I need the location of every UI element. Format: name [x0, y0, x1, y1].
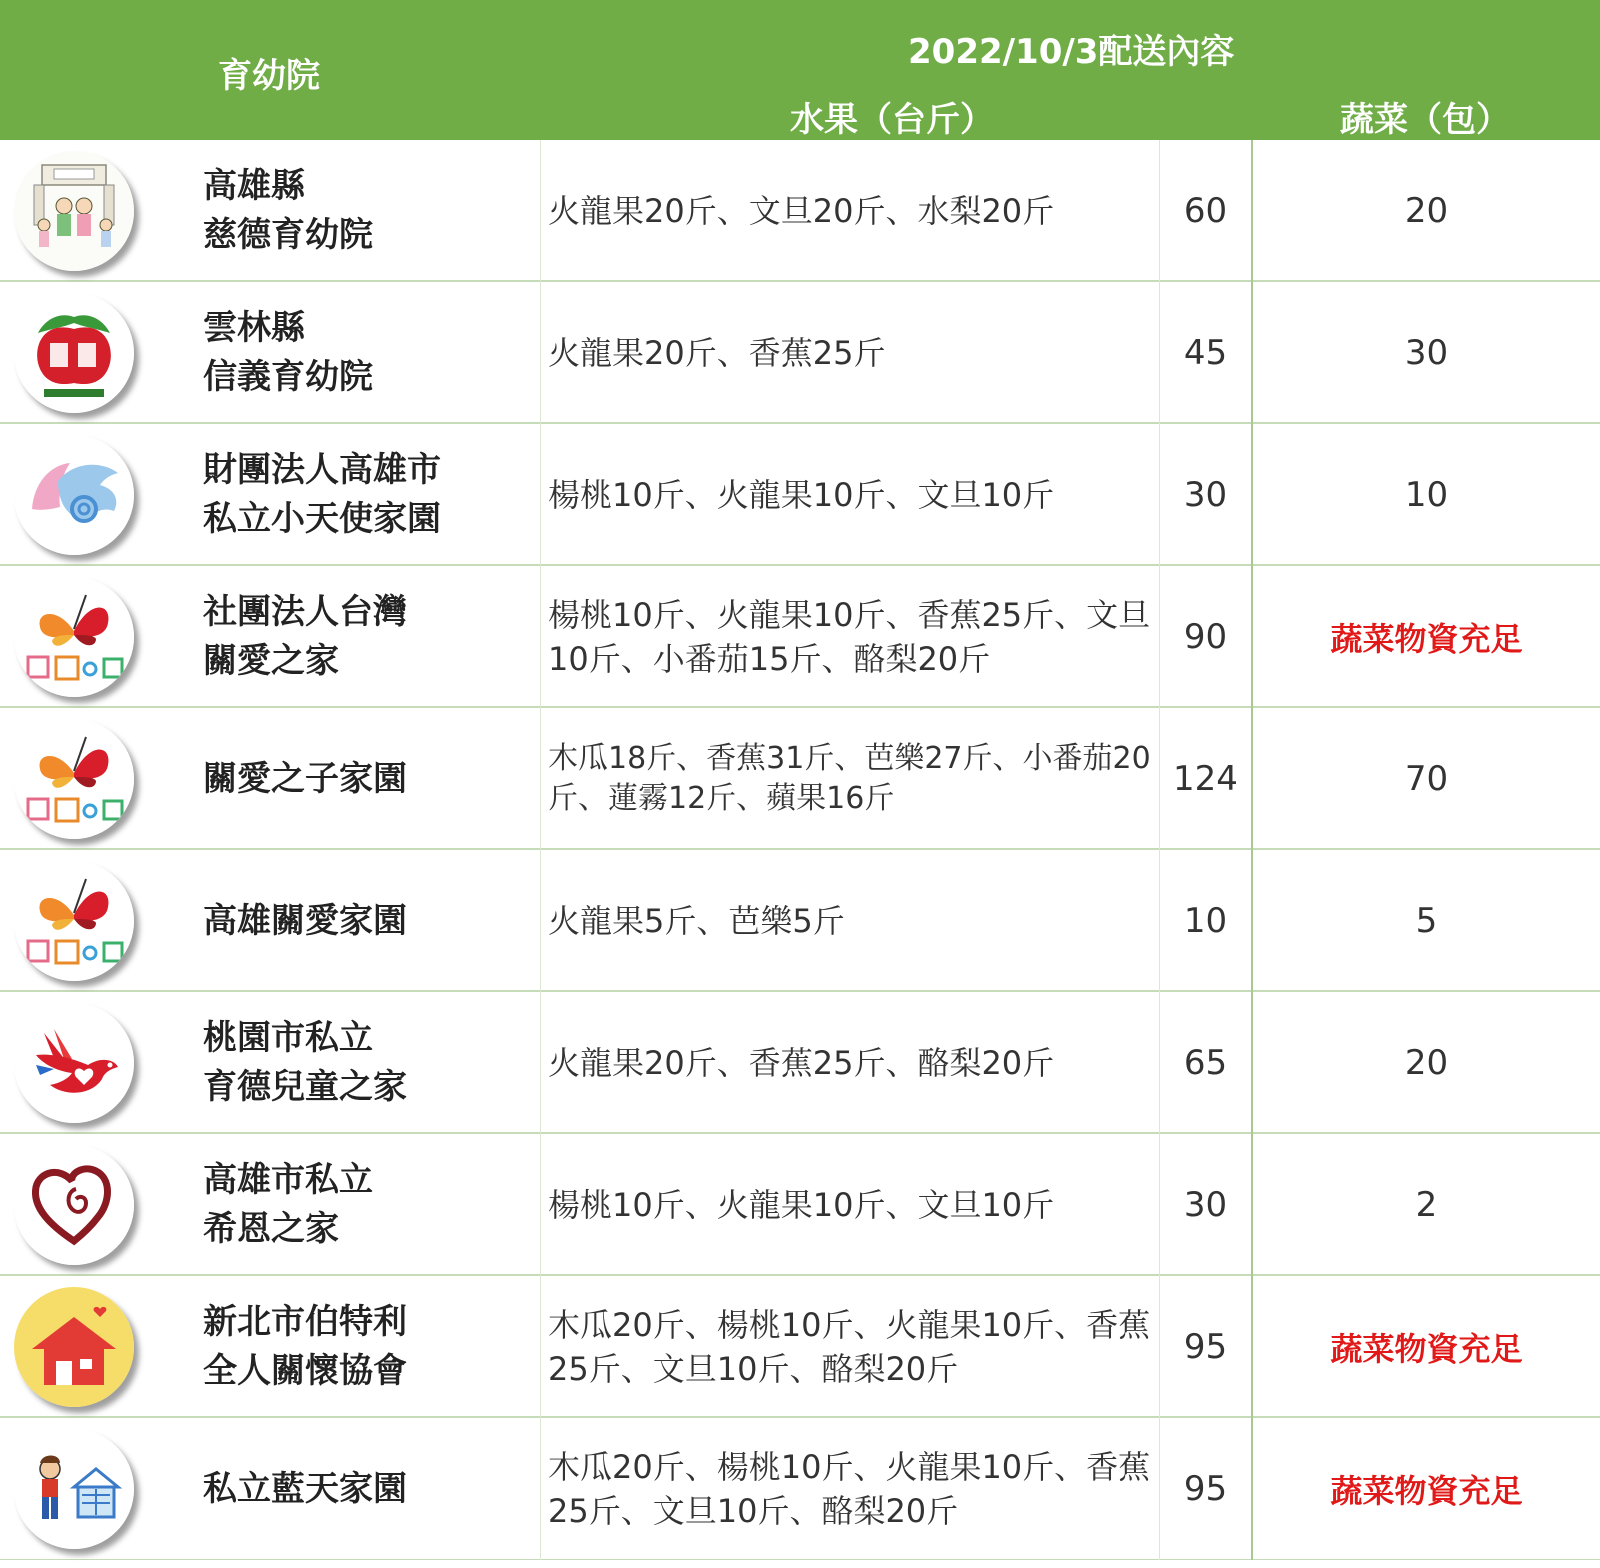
delivery-date-title: 2022/10/3配送內容: [908, 32, 1235, 72]
org-name-line1: 社團法人台灣: [203, 592, 407, 632]
veg-column-header: 蔬菜（包）: [1340, 100, 1510, 140]
bethel-house-logo-icon: [14, 1287, 134, 1407]
veg-count: 30: [1404, 333, 1449, 373]
fruit-total: 30: [1183, 475, 1228, 515]
org-name-line1: 私立藍天家園: [203, 1468, 407, 1509]
veg-count: 20: [1404, 191, 1449, 231]
org-name-line1: 關愛之子家園: [203, 758, 407, 799]
org-name-line1: 高雄縣: [203, 166, 305, 206]
fruit-items: 木瓜18斤、香蕉31斤、芭樂27斤、小番茄20斤、蓮霧12斤、蘋果16斤: [548, 741, 1151, 816]
veg-count: 20: [1404, 1043, 1449, 1083]
table-row: [0, 282, 1600, 424]
veg-count: 10: [1404, 475, 1449, 515]
fruit-total: 60: [1183, 191, 1228, 231]
table-row: [0, 140, 1600, 282]
fruit-items: 火龍果20斤、香蕉25斤: [548, 334, 886, 372]
org-name-line1: 新北市伯特利: [203, 1302, 407, 1342]
org-name-line2: 育德兒童之家: [203, 1067, 407, 1107]
veg-sufficient-note: 蔬菜物資充足: [1330, 1330, 1523, 1368]
xinyi-apple-logo-icon: [14, 293, 134, 413]
yude-bird-logo-icon: [14, 1003, 134, 1123]
delivery-table-body: [0, 140, 1600, 1560]
veg-count: 5: [1415, 901, 1438, 941]
fruit-total: 65: [1183, 1043, 1228, 1083]
org-column-header: 育幼院: [218, 56, 320, 96]
org-name-line1: 財團法人高雄市: [203, 450, 441, 490]
fruit-items: 木瓜20斤、楊桃10斤、火龍果10斤、香蕉25斤、文旦10斤、酪梨20斤: [548, 1448, 1151, 1530]
veg-sufficient-note: 蔬菜物資充足: [1330, 1472, 1523, 1510]
guanai-butterfly-logo-icon: [14, 719, 134, 839]
org-name-line2: 關愛之家: [203, 641, 339, 681]
fruit-items: 木瓜20斤、楊桃10斤、火龍果10斤、香蕉25斤、文旦10斤、酪梨20斤: [548, 1306, 1151, 1388]
table-row: [0, 424, 1600, 566]
org-name-line2: 希恩之家: [203, 1209, 339, 1249]
org-name-line2: 全人關懷協會: [203, 1351, 407, 1391]
fruit-items: 火龍果20斤、文旦20斤、水梨20斤: [548, 192, 1055, 230]
veg-count: 70: [1404, 759, 1449, 799]
org-name-line2: 慈德育幼院: [203, 215, 373, 255]
table-row: [0, 708, 1600, 850]
fruit-total: 45: [1183, 333, 1228, 373]
org-name-line2: 私立小天使家園: [203, 499, 441, 539]
fruit-total: 30: [1183, 1185, 1228, 1225]
table-row: [0, 992, 1600, 1134]
xien-heart-logo-icon: [14, 1145, 134, 1265]
fruit-total: 95: [1183, 1469, 1228, 1509]
table-row: [0, 850, 1600, 992]
org-name-line1: 高雄關愛家園: [203, 900, 407, 941]
fruit-column-header: 水果（台斤）: [790, 100, 994, 140]
org-name-line1: 桃園市私立: [203, 1018, 373, 1058]
fruit-items: 楊桃10斤、火龍果10斤、文旦10斤: [548, 476, 1055, 514]
table-row: [0, 1276, 1600, 1418]
fruit-items: 楊桃10斤、火龍果10斤、香蕉25斤、文旦10斤、小番茄15斤、酪梨20斤: [548, 596, 1151, 678]
lantian-boy-logo-icon: [14, 1429, 134, 1549]
table-header: [0, 0, 1600, 141]
fruit-items: 火龍果5斤、芭樂5斤: [548, 902, 845, 940]
table-row: [0, 1418, 1600, 1560]
fruit-items: 楊桃10斤、火龍果10斤、文旦10斤: [548, 1186, 1055, 1224]
guanai-butterfly-logo-icon: [14, 861, 134, 981]
org-name-line2: 信義育幼院: [203, 357, 373, 397]
org-name-line1: 雲林縣: [203, 308, 305, 348]
fruit-items: 火龍果20斤、香蕉25斤、酪梨20斤: [548, 1044, 1055, 1082]
fruit-total: 10: [1183, 901, 1228, 941]
fruit-total: 90: [1183, 617, 1228, 657]
guanai-butterfly-logo-icon: [14, 577, 134, 697]
veg-sufficient-note: 蔬菜物資充足: [1330, 620, 1523, 658]
fruit-total: 124: [1173, 759, 1238, 799]
little-angel-swirl-logo-icon: [14, 435, 134, 555]
table-row: [0, 566, 1600, 708]
org-name-line1: 高雄市私立: [203, 1160, 373, 1200]
veg-count: 2: [1415, 1185, 1438, 1225]
cide-orphanage-logo-icon: [14, 151, 134, 271]
fruit-total: 95: [1183, 1327, 1228, 1367]
table-row: [0, 1134, 1600, 1276]
